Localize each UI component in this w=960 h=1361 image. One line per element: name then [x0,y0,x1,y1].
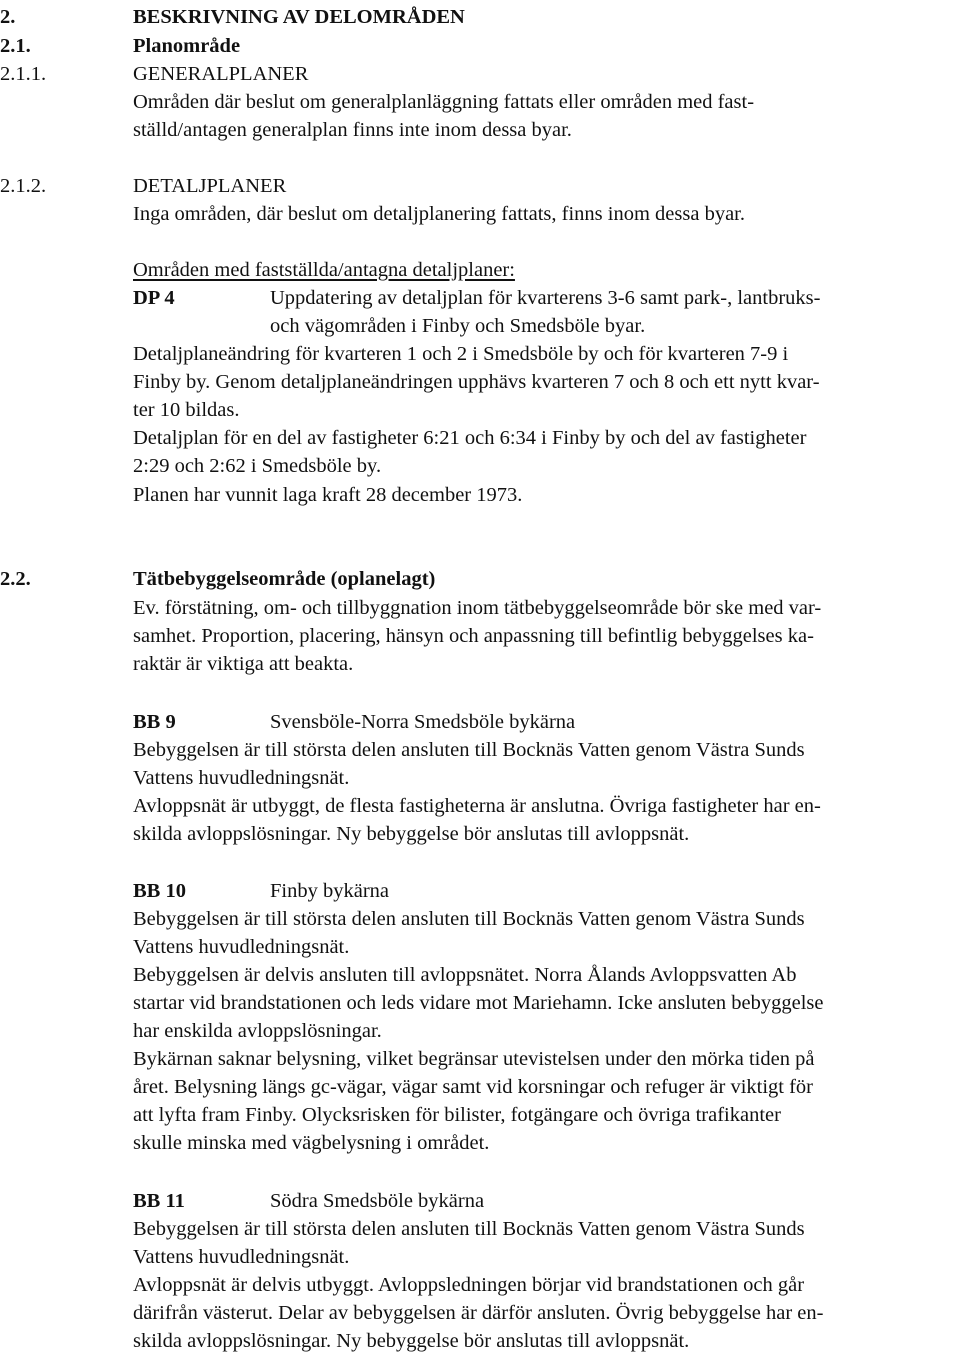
text-line: Bebyggelsen är delvis ansluten till avloppsnätet. Norra Ålands Avloppsvatten Ab [133,964,797,986]
text-line: Finby by. Genom detaljplaneändringen upphävs kvarteren 7 och 8 och ett nytt kvar- [133,371,820,393]
text-line: Områden där beslut om generalplanläggning fattats eller områden med fast- [133,91,755,113]
text-line: Bebyggelsen är till största delen ansluten till Bocknäs Vatten genom Västra Sunds [133,908,805,930]
text-line: har enskilda avloppslösningar. [133,1020,382,1042]
subheading: Områden med fastställda/antagna detaljplaner: [133,259,515,281]
text-line: Vattens huvudledningsnät. [133,936,350,958]
text-line: Avloppsnät är delvis utbyggt. Avloppsledningen börjar vid brandstationen och går [133,1274,805,1296]
section-heading: BESKRIVNING AV DELOMRÅDEN [133,6,465,28]
area-label: BB 9 [133,711,176,733]
text-line: Planen har vunnit laga kraft 28 december 1973. [133,484,523,506]
section-number: 2.1.2. [0,175,47,197]
text-line: Vattens huvudledningsnät. [133,1246,350,1268]
area-label: BB 11 [133,1190,185,1212]
text-line: 2:29 och 2:62 i Smedsböle by. [133,455,382,477]
text-line: skilda avloppslösningar. Ny bebyggelse bör anslutas till avloppsnät. [133,1330,690,1352]
text-line: att lyfta fram Finby. Olycksrisken för bilister, fotgängare och övriga trafikanter [133,1104,781,1126]
text-line: samhet. Proportion, placering, hänsyn och anpassning till befintlig bebyggelses ka- [133,625,814,647]
text-line: Detaljplan för en del av fastigheter 6:21 och 6:34 i Finby by och del av fastigheter [133,427,807,449]
text-line: ställd/antagen generalplan finns inte inom dessa byar. [133,119,572,141]
area-name: Svensböle-Norra Smedsböle bykärna [270,711,576,733]
plan-label: DP 4 [133,287,175,309]
text-line: Bebyggelsen är till största delen ansluten till Bocknäs Vatten genom Västra Sunds [133,1218,805,1240]
text-line: Vattens huvudledningsnät. [133,767,350,789]
text-line: Bykärnan saknar belysning, vilket begränsar utevistelsen under den mörka tiden på [133,1048,815,1070]
text-line: raktär är viktiga att beakta. [133,653,354,675]
section-number: 2.2. [0,568,31,590]
section-number: 2. [0,6,16,28]
text-line: Bebyggelsen är till största delen ansluten till Bocknäs Vatten genom Västra Sunds [133,739,805,761]
text-line: och vägområden i Finby och Smedsböle byar. [270,315,646,337]
text-line: därifrån västerut. Delar av bebyggelsen är därför ansluten. Övrig bebyggelse har en- [133,1302,824,1324]
section-heading: Planområde [133,35,241,57]
text-line: Ev. förstätning, om- och tillbyggnation inom tätbebyggelseområde bör ske med var- [133,597,822,619]
text-line: startar vid brandstationen och leds vidare mot Mariehamn. Icke ansluten bebyggelse [133,992,824,1014]
text-line: Detaljplaneändring för kvarteren 1 och 2 i Smedsböle by och för kvarteren 7-9 i [133,343,789,365]
text-line: Uppdatering av detaljplan för kvarterens 3-6 samt park-, lantbruks- [270,287,821,309]
section-number: 2.1. [0,35,31,57]
area-name: Finby bykärna [270,880,389,902]
text-line: året. Belysning längs gc-vägar, vägar samt vid korsningar och refuger är viktigt för [133,1076,814,1098]
area-label: BB 10 [133,880,186,902]
text-line: ter 10 bildas. [133,399,240,421]
section-number: 2.1.1. [0,63,47,85]
section-heading: DETALJPLANER [133,175,287,197]
text-line: skilda avloppslösningar. Ny bebyggelse bör anslutas till avloppsnät. [133,823,690,845]
section-heading: Tätbebyggelseområde (oplanelagt) [133,568,436,590]
area-name: Södra Smedsböle bykärna [270,1190,485,1212]
section-heading: GENERALPLANER [133,63,309,85]
text-line: Inga områden, där beslut om detaljplanering fattats, finns inom dessa byar. [133,203,745,225]
text-line: skulle minska med vägbelysning i området. [133,1132,490,1154]
text-line: Avloppsnät är utbyggt, de flesta fastigheterna är anslutna. Övriga fastigheter har en- [133,795,821,817]
